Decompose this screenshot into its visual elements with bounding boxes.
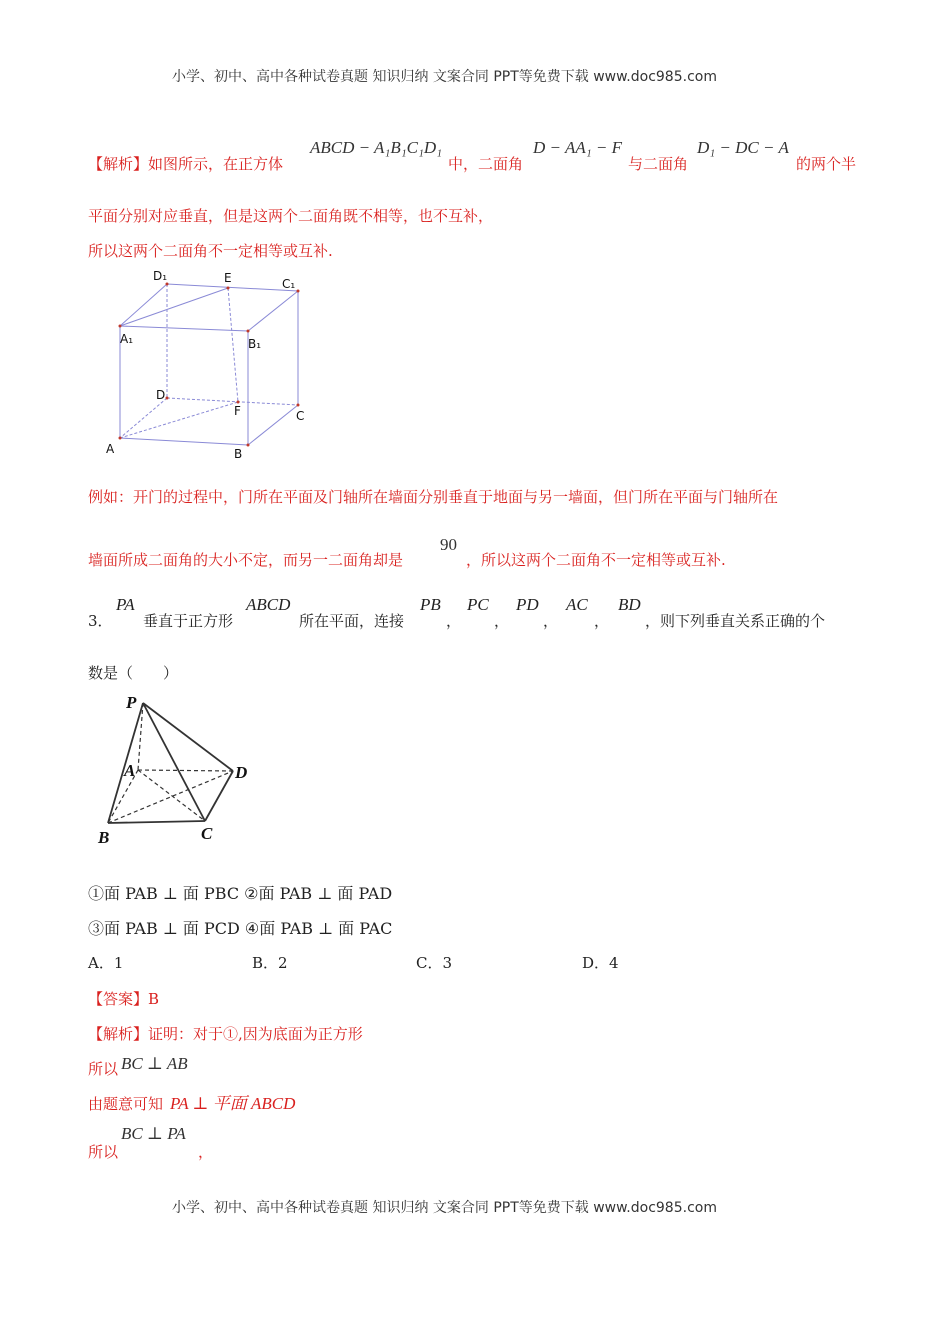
comma: ， [446, 612, 462, 630]
math-BC-perp-PA: BC ⊥ PA [121, 1124, 186, 1143]
cube-figure [100, 266, 320, 466]
text: ，则下列垂直关系正确的个 [645, 612, 826, 630]
edge [120, 326, 248, 331]
label-D: D [156, 388, 166, 402]
label-F: F [234, 404, 241, 418]
edge [120, 438, 248, 445]
label-D: D [235, 763, 248, 782]
label-D1: D₁ [153, 269, 168, 283]
label-A: A [124, 761, 136, 780]
label-B: B [98, 828, 110, 847]
edge [108, 821, 205, 823]
math-PC: PC [467, 595, 489, 614]
vertex [119, 325, 122, 328]
math-90: 90 [440, 535, 457, 554]
comma: ， [198, 1143, 214, 1161]
math-PA: PA [116, 595, 135, 614]
proof-tag: 【解析】 [88, 1025, 149, 1043]
label-P: P [126, 693, 137, 712]
vertex [297, 290, 300, 293]
label-C: C [201, 824, 213, 843]
text: 的两个半 [796, 155, 857, 173]
hidden-edge [120, 398, 167, 438]
proof-line-3: 由题意可知 [88, 1095, 164, 1113]
comma: ， [494, 612, 510, 630]
math-cube-name: ABCD − A₁B₁C₁D₁ [310, 138, 443, 157]
math-PD: PD [516, 595, 539, 614]
math-dihedral-2: D₁ − DC − A [697, 138, 789, 157]
option-b: B．2 [252, 954, 288, 972]
page-header: 小学、初中、高中各种试卷真题 知识归纳 文案合同 PPT等免费下载 www.doc985.com [172, 69, 717, 85]
comma: ， [543, 612, 559, 630]
answer-value: B [148, 990, 160, 1008]
label-A: A [106, 442, 115, 456]
label-E: E [224, 271, 232, 285]
edge [248, 405, 298, 445]
statements-line-2: ③面 PAB ⊥ 面 PCD ④面 PAB ⊥ 面 PAC [88, 919, 393, 938]
text: 如图所示，在正方体 [148, 155, 284, 173]
example-line-2b: ，所以这两个二面角不一定相等或互补. [466, 551, 726, 569]
edge [248, 291, 298, 331]
edge [205, 771, 233, 821]
option-d: D．4 [582, 954, 619, 972]
option-a: A．1 [88, 954, 124, 972]
comma: ， [594, 612, 610, 630]
analysis-line-1 [88, 153, 283, 174]
example-line-1: 例如：开门的过程中，门所在平面及门轴所在墙面分别垂直于地面与另一墙面，但门所在平面与门轴所在 [88, 488, 779, 506]
edge [120, 288, 228, 326]
vertex [247, 444, 250, 447]
edge [167, 284, 298, 291]
hidden-edge [138, 770, 205, 821]
text: 垂直于正方形 [143, 612, 234, 630]
proof-line-4: 所以 [88, 1143, 119, 1161]
text: 证明：对于①,因为底面为正方形 [148, 1025, 363, 1043]
page-footer: 小学、初中、高中各种试卷真题 知识归纳 文案合同 PPT等免费下载 www.doc985.com [172, 1200, 717, 1216]
option-c: C．3 [416, 954, 453, 972]
math-BD: BD [618, 595, 641, 614]
label-B: B [234, 447, 243, 461]
vertex [227, 287, 230, 290]
vertex [119, 437, 122, 440]
analysis-line-2: 平面分别对应垂直，但是这两个二面角既不相等，也不互补， [88, 207, 494, 225]
q3-line-2: 数是（ ） [88, 664, 179, 682]
q3-number: 3． [88, 612, 113, 630]
hidden-edge [138, 770, 233, 771]
label-A1: A₁ [120, 332, 134, 346]
pyramid-figure [88, 690, 268, 850]
label-B1: B₁ [248, 337, 262, 351]
answer-tag: 【答案】 [88, 990, 149, 1008]
hidden-edge [228, 288, 238, 402]
text: 所在平面，连接 [299, 612, 405, 630]
edge [143, 703, 233, 771]
vertex [297, 404, 300, 407]
math-PA-perp-ABCD: PA ⊥ 平面 ABCD [170, 1094, 296, 1113]
vertex [247, 330, 250, 333]
analysis-line-3: 所以这两个二面角不一定相等或互补. [88, 242, 333, 260]
statements-line-1: ①面 PAB ⊥ 面 PBC ②面 PAB ⊥ 面 PAD [88, 884, 393, 903]
math-PB: PB [420, 595, 441, 614]
edge [120, 284, 167, 326]
math-AC: AC [566, 595, 588, 614]
label-C: C [296, 409, 305, 423]
edge [143, 703, 205, 821]
proof-line-2: 所以 [88, 1060, 119, 1078]
label-C1: C₁ [282, 277, 296, 291]
text: 中，二面角 [448, 155, 524, 173]
vertex [166, 397, 169, 400]
proof-line-1 [88, 1023, 363, 1044]
text: 与二面角 [628, 155, 689, 173]
math-ABCD: ABCD [246, 595, 291, 614]
answer-line [88, 988, 159, 1009]
math-BC-perp-AB: BC ⊥ AB [121, 1054, 188, 1073]
math-dihedral-1: D − AA₁ − F [533, 138, 622, 157]
example-line-2a: 墙面所成二面角的大小不定，而另一二面角却是 [88, 551, 404, 569]
analysis-tag: 【解析】 [88, 155, 149, 173]
hidden-edge [120, 402, 238, 438]
